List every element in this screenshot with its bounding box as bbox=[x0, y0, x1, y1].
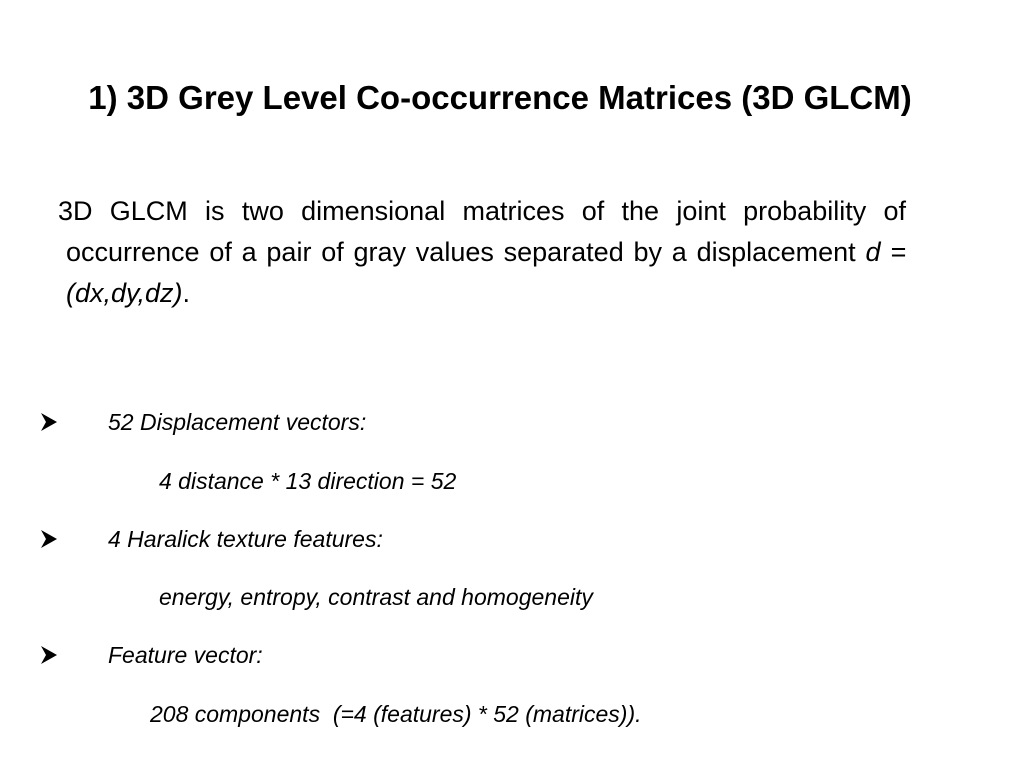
bullet-item-haralick bbox=[0, 525, 1000, 555]
bullet-detail: 208 components (=4 (features) * 52 (matrices)). bbox=[150, 701, 642, 727]
arrowhead-bullet-icon bbox=[38, 411, 60, 433]
slide-title: 1) 3D Grey Level Co-occurrence Matrices (3D GLCM) bbox=[88, 79, 912, 116]
arrowhead-bullet-icon bbox=[38, 528, 60, 550]
arrowhead-bullet-icon bbox=[38, 644, 60, 666]
bullet-label: Feature vector: bbox=[108, 642, 263, 668]
displacement-formula: d = (dx,dy,dz) bbox=[66, 237, 906, 308]
bullet-item-feature-vector bbox=[0, 641, 1000, 671]
intro-end: . bbox=[182, 278, 191, 308]
bullet-detail: 4 distance * 13 direction = 52 bbox=[159, 468, 457, 494]
bullet-item-displacement bbox=[0, 408, 1000, 438]
bullet-label: 4 Haralick texture features: bbox=[108, 526, 383, 552]
intro-text: 3D GLCM is two dimensional matrices of the joint probability of occurrence of a pair of gray values separated by a displacement bbox=[58, 196, 906, 267]
intro-paragraph bbox=[58, 191, 906, 314]
bullet-label: 52 Displacement vectors: bbox=[108, 409, 367, 435]
bullet-detail: energy, entropy, contrast and homogeneity bbox=[159, 584, 593, 610]
